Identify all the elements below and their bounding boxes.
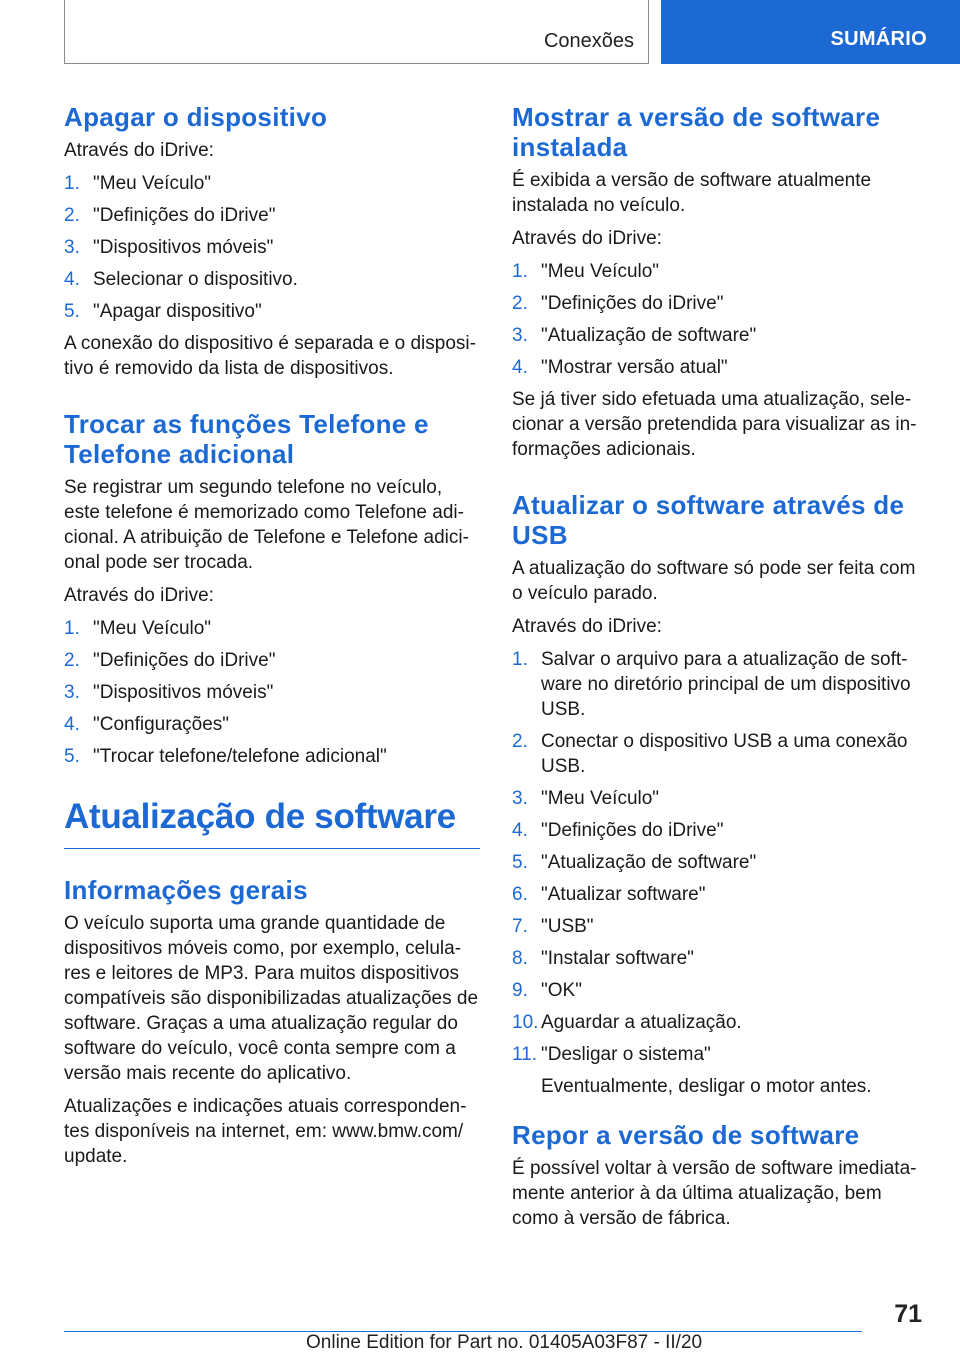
text-info-1: O veículo suporta uma grande quantidade de dispositivos móveis como, por exemplo, celulares e leitores de MP3. Para muitos dispositivos compatíveis são disponibilizadas atualizações de software. Graças a uma atualização regular do software do veículo, você conta sempre com a versão mais recente do aplicativo. bbox=[64, 913, 479, 1084]
heading-repor: Repor a versão de software bbox=[512, 1120, 860, 1150]
step-text: Conectar o dispositivo USB a uma conexão USB. bbox=[541, 731, 908, 777]
step-number: 3. bbox=[512, 325, 528, 346]
step-number: 2. bbox=[512, 731, 528, 752]
step-text: Selecionar o dispositivo. bbox=[93, 269, 298, 290]
step-text: "Meu Veículo" bbox=[93, 173, 212, 194]
step-number: 3. bbox=[64, 237, 80, 258]
text-usb: A atualização do software só pode ser feita com o veículo parado. bbox=[512, 558, 916, 604]
step-text: "Mostrar versão atual" bbox=[541, 357, 728, 378]
text-trocar: Se registrar um segundo telefone no veículo, este telefone é memorizado como Telefone adicional. A atribuição de Telefone e Telefone adicional pode ser trocada. bbox=[64, 477, 469, 573]
step-number: 6. bbox=[512, 884, 528, 905]
step-text: "Definições do iDrive" bbox=[541, 293, 724, 314]
list-step bbox=[512, 647, 920, 722]
edition-text: Online Edition for Part no. 01405A03F87 - II/20 bbox=[306, 1332, 703, 1353]
step-number: 3. bbox=[64, 682, 80, 703]
step-note: Eventualmente, desligar o motor antes. bbox=[541, 1076, 872, 1097]
list-step bbox=[64, 235, 480, 260]
step-text: "Meu Veículo" bbox=[541, 788, 660, 809]
list-step bbox=[512, 882, 920, 907]
list-step bbox=[64, 680, 480, 705]
step-text: "Definições do iDrive" bbox=[93, 650, 276, 671]
right-column bbox=[512, 102, 920, 1239]
list-step bbox=[64, 744, 480, 769]
text-repor: É possível voltar à versão de software imediatamente anterior à da última atualização, bem como à versão de fábrica. bbox=[512, 1158, 917, 1229]
step-text: "Instalar software" bbox=[541, 948, 694, 969]
note-mostrar: Se já tiver sido efetuada uma atualização, selecionar a versão pretendida para visualizar as informações adicionais. bbox=[512, 389, 917, 460]
step-number: 5. bbox=[512, 852, 528, 873]
step-number: 1. bbox=[512, 649, 528, 670]
list-step bbox=[512, 291, 920, 316]
step-number: 10. bbox=[512, 1012, 539, 1033]
section-title: Conexões bbox=[543, 30, 634, 52]
step-text: "Meu Veículo" bbox=[541, 261, 660, 282]
list-step bbox=[64, 203, 480, 228]
list-step bbox=[512, 1042, 920, 1099]
step-text: "Definições do iDrive" bbox=[541, 820, 724, 841]
list-step bbox=[512, 946, 920, 971]
list-step bbox=[64, 171, 480, 196]
step-text: "Trocar telefone/telefone adicional" bbox=[93, 746, 387, 767]
step-number: 8. bbox=[512, 948, 528, 969]
heading-info: Informações gerais bbox=[64, 875, 308, 905]
step-number: 7. bbox=[512, 916, 528, 937]
step-text: "Desligar o sistema" bbox=[541, 1044, 711, 1065]
step-text: "Atualização de software" bbox=[541, 852, 757, 873]
list-step bbox=[512, 355, 920, 380]
heading-usb: Atualizar o software através de USB bbox=[512, 490, 905, 550]
text-info-2: Atualizações e indicações atuais correspondentes disponíveis na internet, em: www.bmw.com/ update. bbox=[64, 1096, 467, 1167]
steps-mostrar bbox=[512, 259, 920, 380]
heading-trocar: Trocar as funções Telefone e Telefone adicional bbox=[64, 409, 429, 469]
step-number: 1. bbox=[64, 618, 80, 639]
list-step bbox=[64, 616, 480, 641]
step-text: "Dispositivos móveis" bbox=[93, 682, 274, 703]
steps-apagar bbox=[64, 171, 480, 324]
list-step bbox=[512, 978, 920, 1003]
result-apagar: A conexão do dispositivo é separada e o dispositivo é removido da lista de dispositivos. bbox=[64, 333, 476, 379]
list-step bbox=[64, 648, 480, 673]
heading-mostrar: Mostrar a versão de software instalada bbox=[512, 102, 881, 162]
list-step bbox=[64, 299, 480, 324]
step-text: "Meu Veículo" bbox=[93, 618, 212, 639]
intro-mostrar: Através do iDrive: bbox=[512, 228, 662, 249]
step-number: 1. bbox=[64, 173, 80, 194]
step-number: 1. bbox=[512, 261, 528, 282]
step-text: "Definições do iDrive" bbox=[93, 205, 276, 226]
heading-apagar: Apagar o dispositivo bbox=[64, 102, 328, 132]
step-number: 4. bbox=[512, 357, 528, 378]
list-step bbox=[64, 712, 480, 737]
step-number: 2. bbox=[64, 205, 80, 226]
step-text: "Atualização de software" bbox=[541, 325, 757, 346]
intro-trocar: Através do iDrive: bbox=[64, 585, 214, 606]
intro-usb: Através do iDrive: bbox=[512, 616, 662, 637]
main-heading: Atualização de software bbox=[64, 796, 480, 849]
list-step bbox=[512, 914, 920, 939]
step-number: 2. bbox=[512, 293, 528, 314]
step-text: Salvar o arquivo para a atualização de software no diretório principal de um dispositivo USB. bbox=[541, 649, 911, 720]
step-number: 4. bbox=[512, 820, 528, 841]
step-text: "Dispositivos móveis" bbox=[93, 237, 274, 258]
text-mostrar: É exibida a versão de software atualmente instalada no veículo. bbox=[512, 170, 872, 216]
footer-edition bbox=[306, 1332, 702, 1354]
step-number: 3. bbox=[512, 788, 528, 809]
step-number: 5. bbox=[64, 746, 80, 767]
intro-apagar: Através do iDrive: bbox=[64, 140, 214, 161]
step-text: "Configurações" bbox=[93, 714, 230, 735]
list-step bbox=[512, 729, 920, 779]
step-number: 5. bbox=[64, 301, 80, 322]
step-text: Aguardar a atualização. bbox=[541, 1012, 742, 1033]
contents-button[interactable]: SUMÁRIO bbox=[661, 0, 960, 64]
left-column bbox=[64, 102, 480, 1177]
list-step bbox=[512, 259, 920, 284]
list-step bbox=[512, 818, 920, 843]
steps-usb bbox=[512, 647, 920, 1099]
step-number: 2. bbox=[64, 650, 80, 671]
list-step bbox=[512, 323, 920, 348]
page-number: 71 bbox=[894, 1300, 922, 1328]
step-number: 4. bbox=[64, 269, 80, 290]
steps-trocar bbox=[64, 616, 480, 769]
list-step bbox=[512, 786, 920, 811]
step-text: "OK" bbox=[541, 980, 582, 1001]
list-step bbox=[512, 850, 920, 875]
step-number: 11. bbox=[512, 1044, 538, 1065]
list-step bbox=[64, 267, 480, 292]
step-number: 9. bbox=[512, 980, 528, 1001]
step-text: "Apagar dispositivo" bbox=[93, 301, 262, 322]
header-section-box bbox=[64, 0, 649, 64]
step-text: "Atualizar software" bbox=[541, 884, 706, 905]
list-step bbox=[512, 1010, 920, 1035]
step-number: 4. bbox=[64, 714, 80, 735]
step-text: "USB" bbox=[541, 916, 594, 937]
